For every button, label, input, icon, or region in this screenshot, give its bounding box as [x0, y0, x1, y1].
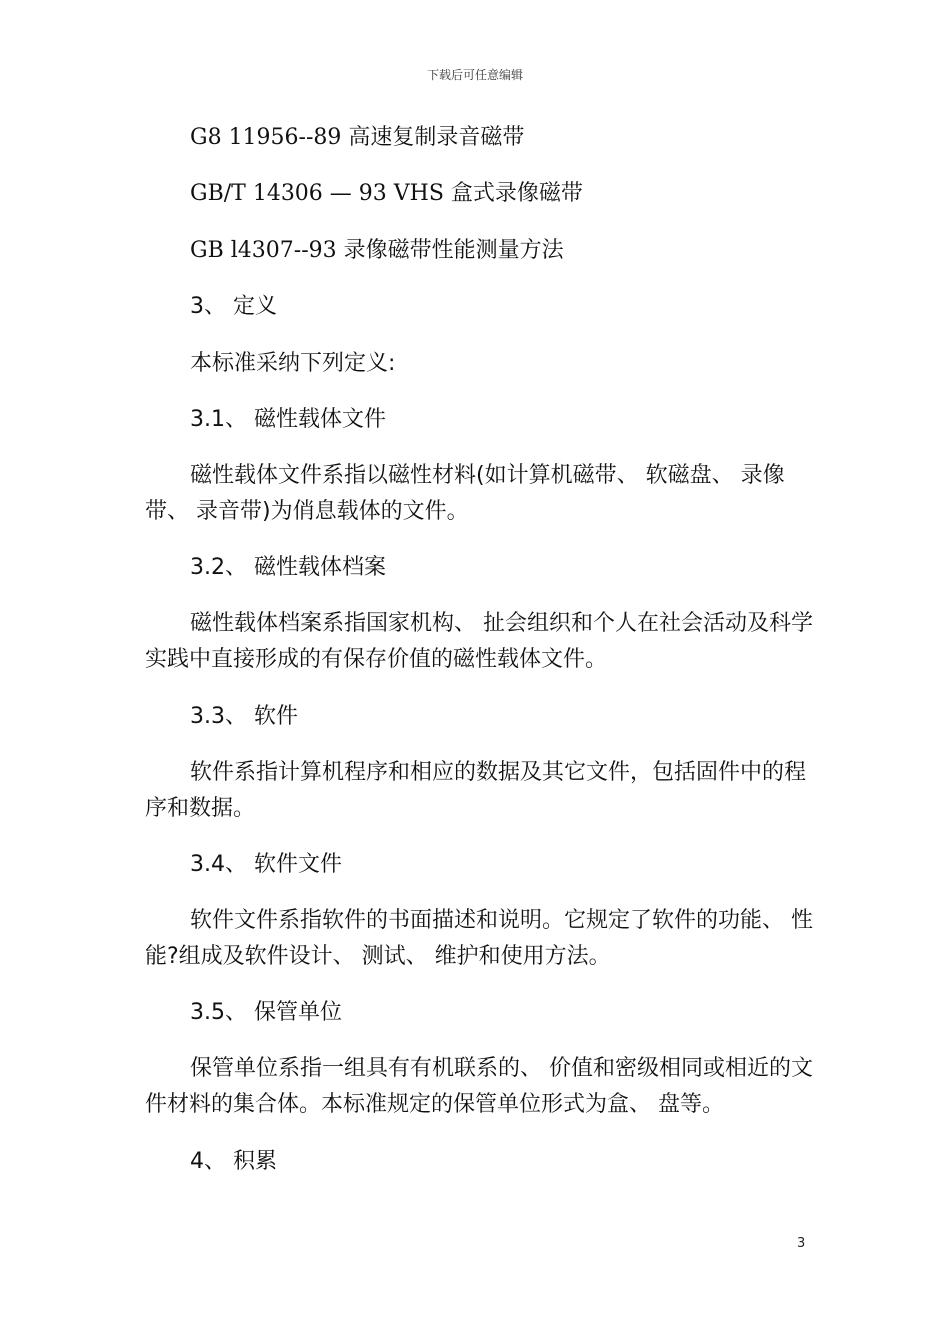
definition-paragraph: 磁性载体档案系指国家机构、 扯会组织和个人在社会活动及科学实践中直接形成的有保存价值的磁性载体文件。: [145, 611, 813, 672]
standard-reference-line: GB/T 14306 — 93 VHS 盒式录像磁带: [190, 181, 583, 206]
subsection-heading: 3.1、 磁性载体文件: [190, 407, 386, 432]
page-number: 3: [797, 1236, 806, 1251]
definition-paragraph: 软件系指计算机程序和相应的数据及其它文件，包括固件中的程序和数据。: [145, 760, 807, 821]
page-header: 下载后可任意编辑: [426, 68, 523, 82]
standard-reference-line: GB l4307--93 录像磁带性能测量方法: [190, 238, 564, 263]
definition-paragraph: 磁性载体文件系指以磁性材料(如计算机磁带、 软磁盘、 录像带、 录音带)为俏息载体的文件。: [145, 463, 785, 524]
body-text: 本标准采纳下列定义:: [190, 351, 396, 376]
subsection-heading: 3.3、 软件: [190, 704, 298, 729]
subsection-heading: 3.5、 保管单位: [190, 1000, 342, 1025]
standard-reference-line: G8 11956--89 高速复制录音磁带: [190, 125, 525, 150]
definition-paragraph: 保管单位系指一组具有有机联系的、 价值和密级相同或相近的文件材料的集合体。本标准规定的保管单位形式为盒、 盘等。: [145, 1056, 813, 1117]
section-heading: 3、 定义: [190, 294, 277, 319]
section-heading: 4、 积累: [190, 1149, 277, 1174]
definition-paragraph: 软件文件系指软件的书面描述和说明。它规定了软件的功能、 性能?组成及软件设计、 测试、 维护和使用方法。: [145, 908, 813, 969]
subsection-heading: 3.2、 磁性载体档案: [190, 555, 386, 580]
subsection-heading: 3.4、 软件文件: [190, 852, 342, 877]
